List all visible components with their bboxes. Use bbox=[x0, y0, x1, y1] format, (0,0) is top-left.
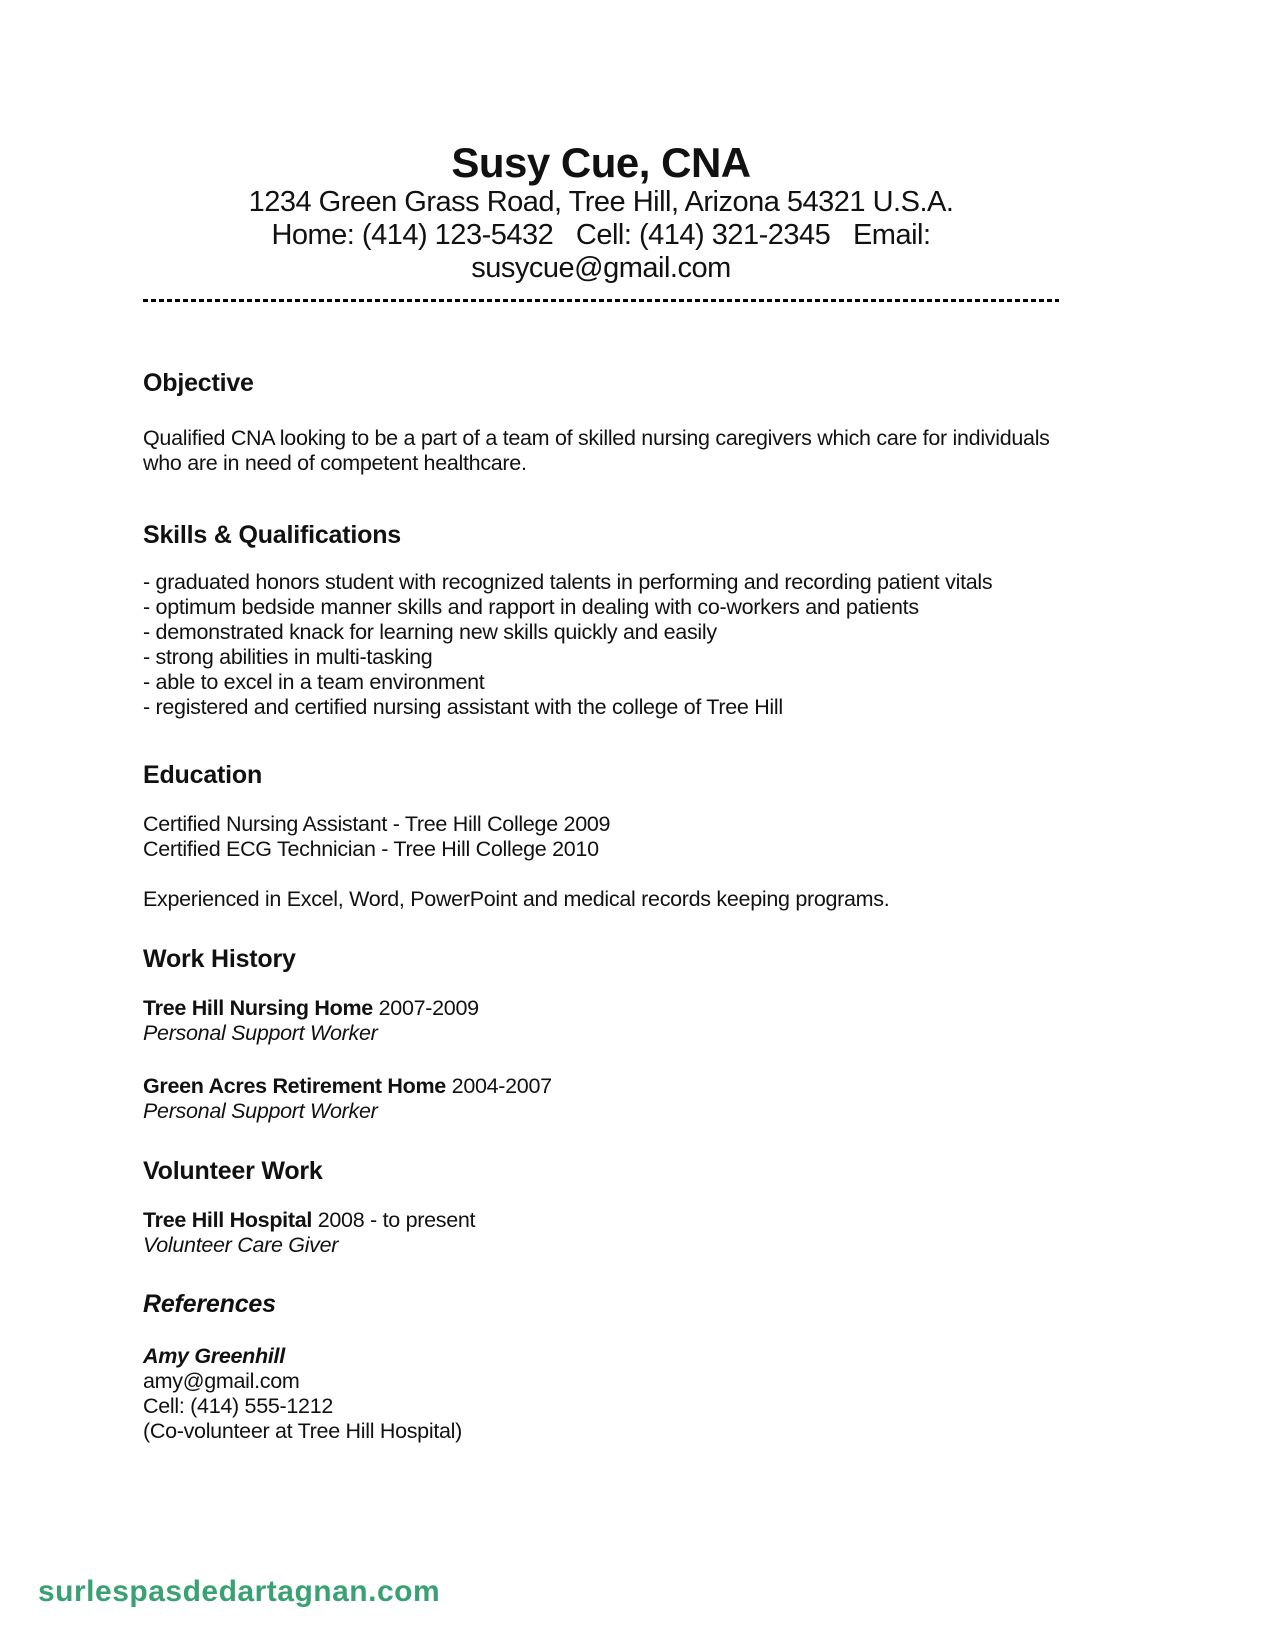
volunteer-entry bbox=[143, 1208, 1059, 1258]
job-dates: 2007-2009 bbox=[378, 996, 479, 1020]
job-title: Volunteer Care Giver bbox=[143, 1233, 339, 1257]
section-skills bbox=[143, 520, 1059, 720]
job-title: Personal Support Worker bbox=[143, 1021, 378, 1045]
job-line bbox=[143, 1074, 1059, 1099]
section-education bbox=[143, 760, 1059, 912]
skill-item: - demonstrated knack for learning new skills quickly and easily bbox=[143, 620, 717, 644]
employer-name: Green Acres Retirement Home bbox=[143, 1074, 446, 1098]
education-heading: Education bbox=[143, 761, 263, 789]
references-heading: References bbox=[143, 1290, 276, 1318]
job-dates: 2004-2007 bbox=[451, 1074, 552, 1098]
reference-email: amy@gmail.com bbox=[143, 1369, 300, 1393]
reference-phone: Cell: (414) 555-1212 bbox=[143, 1394, 334, 1418]
resume-header bbox=[143, 140, 1059, 285]
address-line: 1234 Green Grass Road, Tree Hill, Arizona 54321 U.S.A. bbox=[248, 186, 954, 218]
reference-entry bbox=[143, 1344, 1059, 1444]
skill-item: - able to excel in a team environment bbox=[143, 670, 485, 694]
skill-item: - registered and certified nursing assistant with the college of Tree Hill bbox=[143, 695, 783, 719]
section-objective bbox=[143, 368, 1059, 476]
job-title: Personal Support Worker bbox=[143, 1099, 378, 1123]
skill-item: - optimum bedside manner skills and rapport in dealing with co-workers and patients bbox=[143, 595, 919, 619]
job-entry bbox=[143, 996, 1059, 1046]
divider-dashed-line bbox=[143, 299, 1059, 302]
education-note: Experienced in Excel, Word, PowerPoint and medical records keeping programs. bbox=[143, 887, 890, 911]
objective-heading: Objective bbox=[143, 369, 254, 397]
employer-name: Tree Hill Nursing Home bbox=[143, 996, 373, 1020]
section-references bbox=[143, 1289, 1059, 1444]
job-line bbox=[143, 1208, 1059, 1233]
reference-name: Amy Greenhill bbox=[143, 1344, 285, 1368]
work-history-heading: Work History bbox=[143, 945, 296, 973]
education-line: Certified Nursing Assistant - Tree Hill College 2009 bbox=[143, 812, 611, 836]
skill-item: - graduated honors student with recognized talents in performing and recording patient vitals bbox=[143, 570, 993, 594]
section-volunteer-work bbox=[143, 1156, 1059, 1258]
resume-content bbox=[143, 140, 1059, 1444]
volunteer-heading: Volunteer Work bbox=[143, 1157, 323, 1185]
contact-line: Home: (414) 123-5432 Cell: (414) 321-2345 Email: bbox=[271, 219, 931, 251]
section-work-history bbox=[143, 944, 1059, 1124]
objective-text: Qualified CNA looking to be a part of a team of skilled nursing caregivers which care for individuals who are in need of competent healthcare. bbox=[143, 426, 1050, 475]
candidate-name: Susy Cue, CNA bbox=[451, 139, 751, 186]
education-line: Certified ECG Technician - Tree Hill College 2010 bbox=[143, 837, 599, 861]
reference-note: (Co-volunteer at Tree Hill Hospital) bbox=[143, 1419, 462, 1443]
job-line bbox=[143, 996, 1059, 1021]
employer-name: Tree Hill Hospital bbox=[143, 1208, 313, 1232]
skill-item: - strong abilities in multi-tasking bbox=[143, 645, 433, 669]
email-line: susycue@gmail.com bbox=[471, 252, 731, 284]
skills-heading: Skills & Qualifications bbox=[143, 521, 401, 549]
watermark-site-text: surlespasdedartagnan.com bbox=[38, 1575, 441, 1608]
job-dates: 2008 - to present bbox=[317, 1208, 476, 1232]
job-entry bbox=[143, 1074, 1059, 1124]
